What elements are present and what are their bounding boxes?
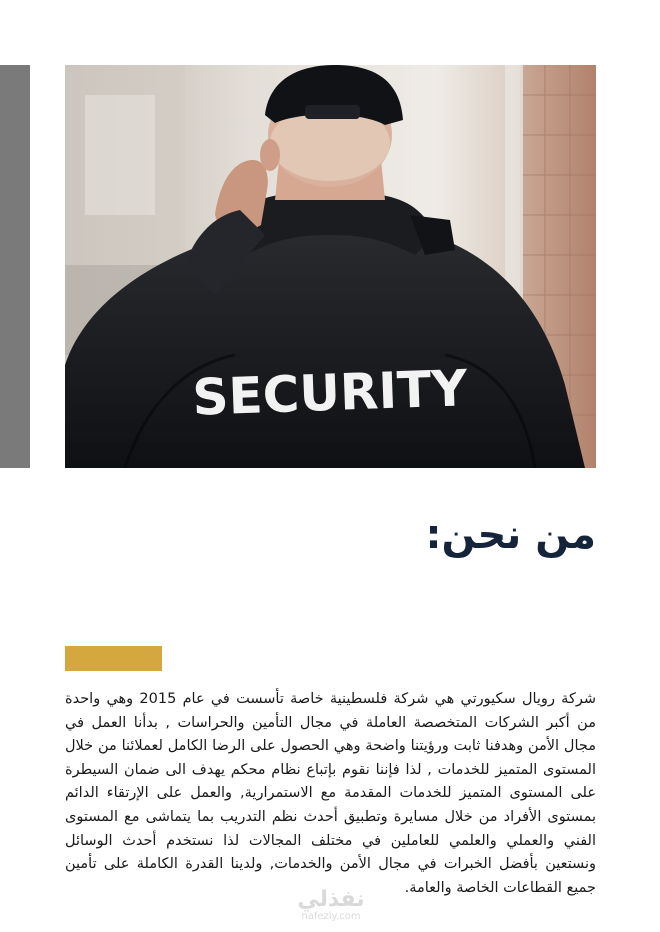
accent-bar [65, 646, 162, 671]
about-paragraph: شركة رويال سكيورتي هي شركة فلسطينية خاصة تأسست في عام 2015 وهي واحدة من أكبر الشركات المتخصصة العاملة في مجال التأمين والحراسات , بدأنا العمل في مجال الأمن وهدفنا ثابت ورؤيتنا واضحة وهي الحصول على الرضا الكامل لعملائنا من خلال المستوى المتميز للخدمات , لذا فإننا نقوم بإتباع نظام محكم يهدف الى ضمان السيطرة على المستوى المتميز للخدمات المقدمة مع الاستمرارية, والعمل على الإرتقاء الدائم بمستوى الأفراد من خلال مسايرة وتطبيق أحدث نظم التدريب بما يتماشى مع المستوى الفني والعملي والعلمي للعاملين في مختلف المجالات لذا نستخدم أحدث الوسائل ونستعين بأفضل الخبرات في مجال الأمن والخدمات, ولدينا القدرة الكاملة على تأمين جميع القطاعات الخاصة والعامة. [65, 691, 597, 896]
page-title: من نحن: [425, 512, 596, 558]
watermark-logo-text: نفذلي [297, 887, 365, 912]
watermark-url: nafezly.com [301, 911, 361, 922]
side-decoration-bar [0, 65, 30, 468]
watermark [286, 889, 376, 923]
jacket-text: SECURITY [191, 359, 469, 427]
security-guard-photo [65, 65, 596, 468]
